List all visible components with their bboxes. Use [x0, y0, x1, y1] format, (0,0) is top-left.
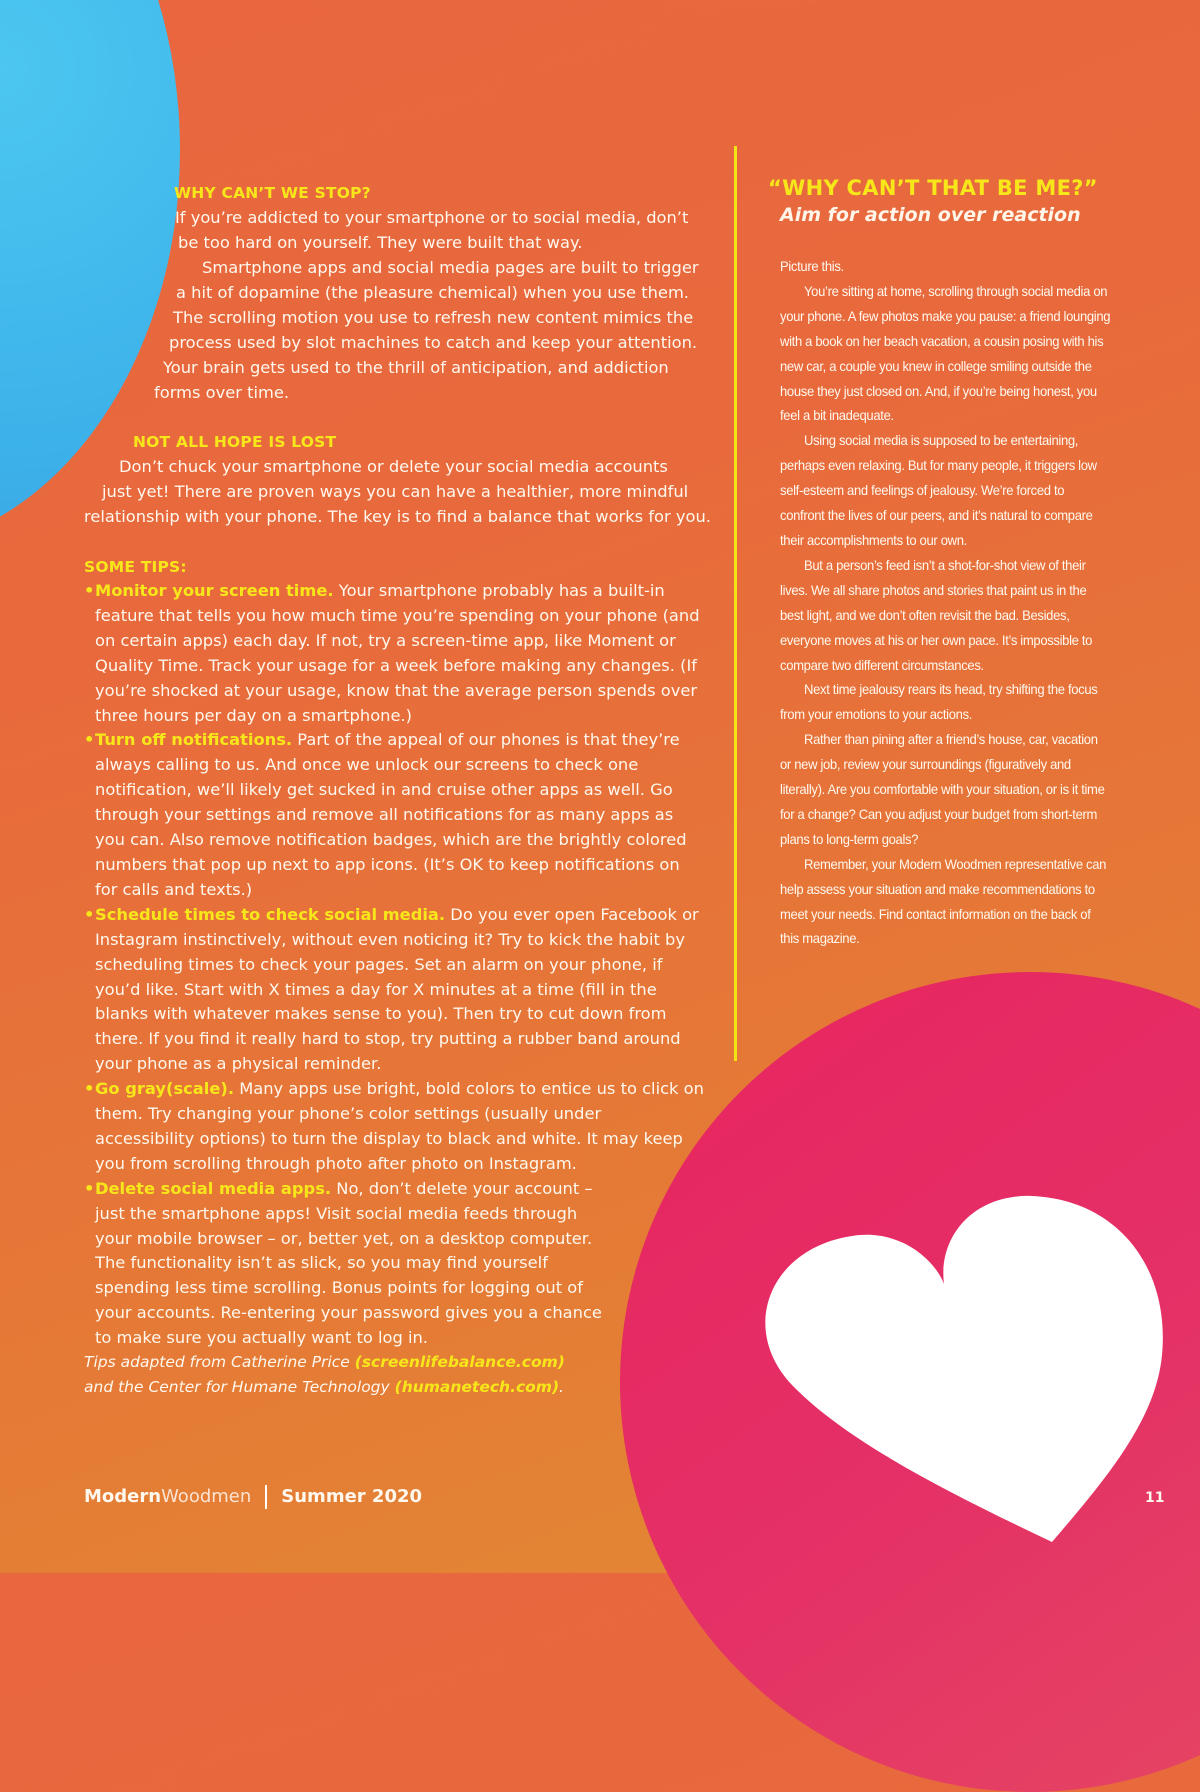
credit-link-screenlifebalance[interactable]: (screenlifebalance.com)	[354, 1353, 565, 1371]
issue-label: Summer 2020	[281, 1486, 423, 1507]
stop-line: be too hard on yourself. They were built that way.	[178, 233, 583, 252]
sidebar-paragraph: Rather than pining after a friend’s house, car, vacation or new job, review your surroundings (figuratively and literally). Are you comfortable with your situation, or is it time for a change? Can you adjust your budget from short-term plans to long-term goals?	[780, 732, 1105, 847]
sidebar-subtitle: Aim for action over reaction	[780, 204, 1081, 226]
stop-line: If you’re addicted to your smartphone or to social media, don’t	[175, 208, 689, 227]
stop-line: Smartphone apps and social media pages are built to trigger	[202, 258, 699, 277]
tip-item: • Turn off notifications. Part of the appeal of our phones is that they’re always calling to us. And once we unlock our screens to check one notification, we’ll likely get sucked in and cruise other apps as well. Go through your settings and remove all notifications for as many apps as you can. Also remove notification badges, which are the brightly colored numbers that pop up next to app icons. (It’s OK to keep notifications on for calls and texts.)	[84, 730, 687, 899]
sidebar-body	[780, 255, 1111, 952]
column-divider	[734, 146, 737, 1061]
footer-divider	[265, 1485, 267, 1509]
sidebar-title: “WHY CAN’T THAT BE ME?”	[768, 176, 1098, 200]
credit-text: Tips adapted from Catherine Price	[84, 1353, 355, 1371]
stop-line: a hit of dopamine (the pleasure chemical) when you use them.	[176, 283, 689, 302]
tip-title: Monitor your screen time.	[95, 581, 334, 600]
hope-line: just yet! There are proven ways you can have a healthier, more mindful	[102, 482, 689, 501]
stop-line: forms over time.	[154, 383, 290, 402]
heart-icon	[760, 1180, 1180, 1560]
page-footer	[84, 1485, 422, 1509]
credit-end: .	[559, 1378, 564, 1396]
sidebar-paragraph: Picture this.	[780, 259, 844, 274]
stop-line: Your brain gets used to the thrill of anticipation, and addiction	[163, 358, 669, 377]
page-number: 11	[1145, 1490, 1165, 1506]
hope-line: Don’t chuck your smartphone or delete your social media accounts	[119, 457, 668, 476]
section-heading-tips: SOME TIPS:	[84, 558, 187, 576]
stop-line: The scrolling motion you use to refresh new content mimics the	[173, 308, 694, 327]
tip-item: • Go gray(scale). Many apps use bright, bold colors to entice us to click on them. Try changing your phone’s color settings (usually under accessibility options) to turn the display to black and white. It may keep you from scrolling through photo after photo on Instagram.	[84, 1079, 704, 1173]
credit-text: and the Center for Humane Technology	[84, 1378, 395, 1396]
tip-text: Your smartphone probably has a built-in feature that tells you how much time you’re spending on your phone (and on certain apps) each day. If not, try a screen-time app, like Moment or Quality Time. Track your usage for a week before making any changes. (If you’re shocked at your usage, know that the average person spends over three hours per day on a smartphone.)	[95, 581, 700, 725]
stop-line: process used by slot machines to catch and keep your attention.	[169, 333, 698, 352]
sidebar-paragraph: Using social media is supposed to be entertaining, perhaps even relaxing. But for many people, it triggers low self-esteem and feelings of jealousy. We’re forced to confront the lives of our peers, and it’s natural to compare their accomplishments to our own.	[780, 433, 1097, 548]
tip-title: Turn off notifications.	[95, 730, 293, 750]
tips-list	[84, 579, 704, 1351]
credit-link-humanetech[interactable]: (humanetech.com)	[394, 1378, 560, 1396]
sidebar-paragraph: But a person’s feed isn’t a shot-for-shot view of their lives. We all share photos and stories that paint us in the best light, and we don’t often revisit the bad. Besides, everyone moves at his or her own pace. It’s impossible to compare two different circumstances.	[780, 557, 1093, 673]
hope-line: relationship with your phone. The key is to find a balance that works for you.	[84, 507, 711, 526]
tip-title: Go gray(scale).	[95, 1079, 235, 1099]
sidebar-paragraph: Next time jealousy rears its head, try shifting the focus from your emotions to your actions.	[780, 682, 1098, 723]
section-heading-stop: WHY CAN’T WE STOP?	[174, 184, 371, 202]
tip-text: Many apps use bright, bold colors to entice us to click on them. Try changing your phone’s color settings (usually under accessibility options) to turn the display to black and white. It may keep you from scrolling through photo after photo on Instagram.	[95, 1079, 704, 1173]
tip-item: • Schedule times to check social media. Do you ever open Facebook or Instagram instinctively, without even noticing it? Try to kick the habit by scheduling times to check your pages. Set an alarm on your phone, if you’d like. Start with X times a day for X minutes at a time (fill in the blanks with whatever makes sense to you). Then try to cut down from there. If you find it really hard to stop, try putting a rubber band around your phone as a physical reminder.	[84, 904, 699, 1074]
tip-item: • Delete social media apps. No, don’t delete your account – just the smartphone apps! Visit social media feeds through your mobile browser – or, better yet, on a desktop computer. The functionality isn’t as slick, so you may find yourself spending less time scrolling. Bonus points for logging out of your accounts. Re-entering your password gives you a chance to make sure you actually want to log in.	[84, 1178, 602, 1348]
tip-text: No, don’t delete your account – just the smartphone apps! Visit social media feeds through your mobile browser – or, better yet, on a desktop computer. The functionality isn’t as slick, so you may find yourself spending less time scrolling. Bonus points for logging out of your accounts. Re-entering your password gives you a chance to make sure you actually want to log in.	[95, 1178, 602, 1348]
sidebar-paragraph: Remember, your Modern Woodmen representative can help assess your situation and make recommendations to meet your needs. Find contact information on the back of this magazine.	[780, 856, 1107, 947]
tips-credit	[84, 1350, 644, 1400]
brand-name-light: Woodmen	[161, 1486, 252, 1507]
tip-text: Do you ever open Facebook or Instagram instinctively, without even noticing it? Try to kick the habit by scheduling times to check your pages. Set an alarm on your phone, if you’d like. Start with X times a day for X minutes at a time (fill in the blanks with whatever makes sense to you). Then try to cut down from there. If you find it really hard to stop, try putting a rubber band around your phone as a physical reminder.	[95, 904, 699, 1074]
tip-title: Delete social media apps.	[95, 1178, 332, 1198]
sidebar-paragraph: You’re sitting at home, scrolling through social media on your phone. A few photos make you pause: a friend lounging with a book on her beach vacation, a cousin posing with his new car, a couple you knew in college smiling outside the house they just closed on. And, if you’re being honest, you feel a bit inadequate.	[780, 283, 1111, 424]
tip-item: • Monitor your screen time. Your smartphone probably has a built-in feature that tells you how much time you’re spending on your phone (and on certain apps) each day. If not, try a screen-time app, like Moment or Quality Time. Track your usage for a week before making any changes. (If you’re shocked at your usage, know that the average person spends over three hours per day on a smartphone.)	[84, 581, 700, 725]
brand-name-bold: Modern	[84, 1486, 162, 1507]
section-heading-hope: NOT ALL HOPE IS LOST	[133, 433, 337, 451]
tip-text: Part of the appeal of our phones is that they’re always calling to us. And once we unlock our screens to check one notification, we’ll likely get sucked in and cruise other apps as well. Go through your settings and remove all notifications for as many apps as you can. Also remove notification badges, which are the brightly colored numbers that pop up next to app icons. (It’s OK to keep notifications on for calls and texts.)	[95, 730, 687, 899]
tip-title: Schedule times to check social media.	[95, 904, 446, 924]
